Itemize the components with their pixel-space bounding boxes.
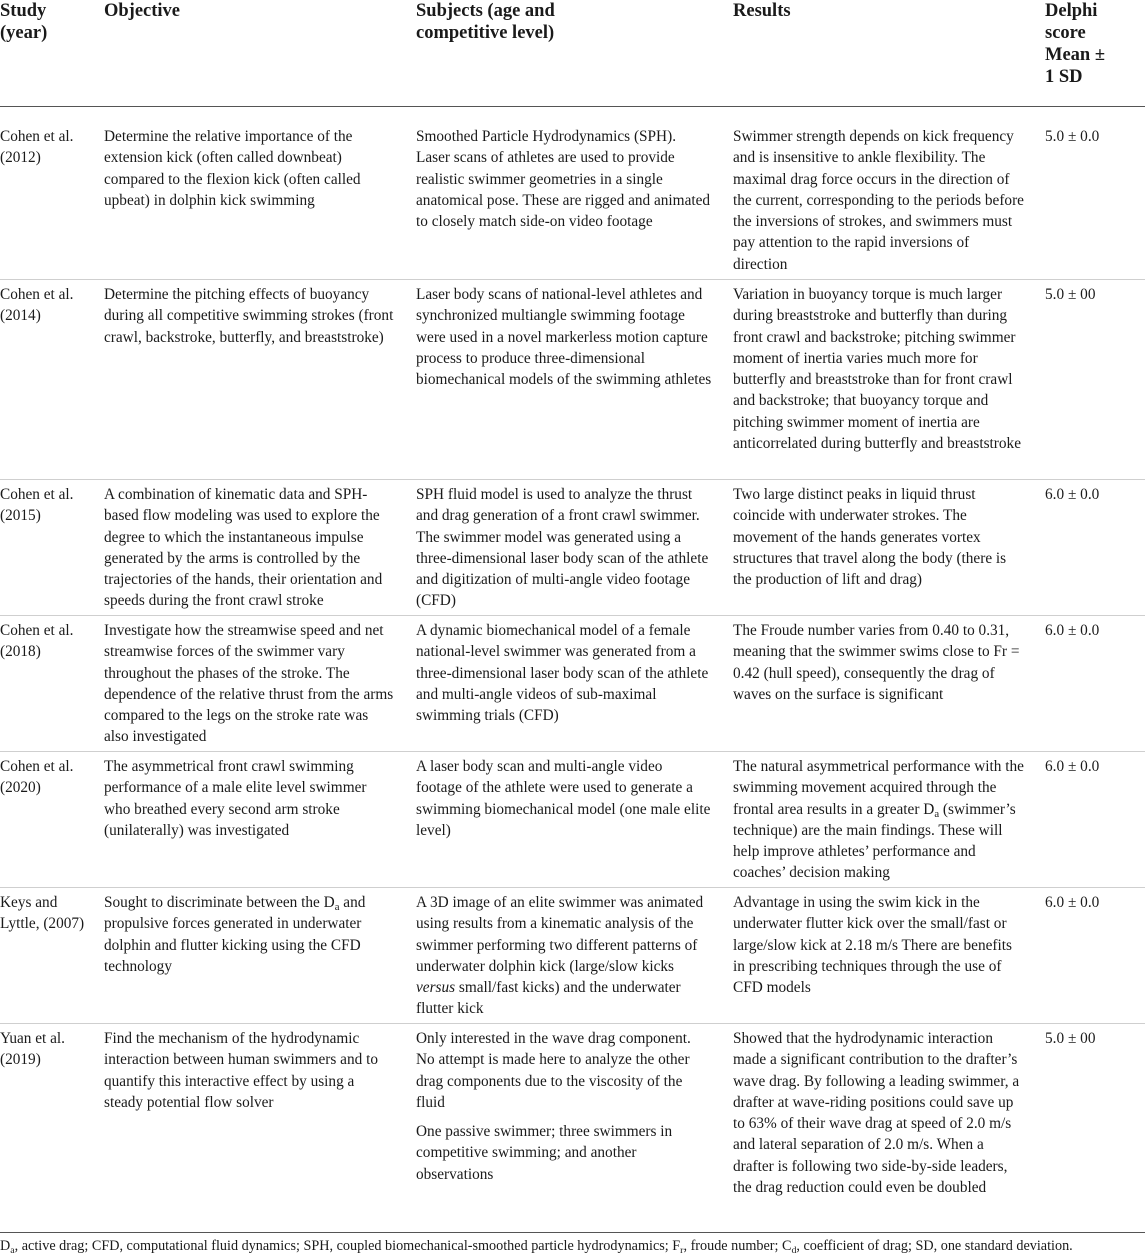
subjects-emphasis: versus xyxy=(416,979,456,997)
cell-study: Cohen et al. (2020) xyxy=(0,758,74,797)
footnote-text-2: , froude number; C xyxy=(683,1238,792,1254)
cell-delphi: 5.0 ± 00 xyxy=(1045,286,1096,303)
subjects-paragraph-2: One passive swimmer; three swimmers in competitive swimming; and another observations xyxy=(416,1123,673,1183)
cell-study: Cohen et al. (2015) xyxy=(0,486,74,525)
cell-delphi: 6.0 ± 0.0 xyxy=(1045,758,1100,775)
header-study: Study (year) xyxy=(0,1,48,43)
cell-subjects: Laser body scans of national-level athletes and synchronized multiangle swimming footage were used in a novel markerless motion capture process to produce three-dimensional biomechanical models of the swimming athletes xyxy=(416,286,712,389)
cell-objective: A combination of kinematic data and SPH-based flow modeling was used to explore the degree to which the instantaneous impulse generated by the arms is controlled by the trajectories of the hands, their orientation and speeds during the front crawl stroke xyxy=(104,486,383,610)
footnote-cd-sub: d xyxy=(791,1245,797,1256)
table-row xyxy=(0,484,1145,616)
header-rule xyxy=(0,106,1145,107)
header-subjects: Subjects (age and competitive level) xyxy=(416,1,555,43)
cell-study: Cohen et al. (2018) xyxy=(0,622,74,661)
header-objective: Objective xyxy=(104,1,181,21)
cell-objective: Determine the relative importance of the extension kick (often called downbeat) compared to the flexion kick (often called upbeat) in dolphin kick swimming xyxy=(104,128,361,209)
table-row xyxy=(0,620,1145,752)
objective-text-a: Sought to discriminate between the D xyxy=(104,894,335,911)
objective-subscript: a xyxy=(334,901,340,913)
table-row xyxy=(0,126,1145,280)
cell-objective: Investigate how the streamwise speed and net streamwise forces of the swimmer vary throughout the phases of the stroke. The dependence of the relative thrust from the arms compared to the legs on the stroke rate was also investigated xyxy=(104,622,394,746)
subjects-text-a: A 3D image of an elite swimmer was animated using results from a kinematic analysis of the swimmer performing two different patterns of underwater dolphin kick (large/slow kicks xyxy=(416,894,704,975)
cell-delphi: 5.0 ± 0.0 xyxy=(1045,128,1100,145)
cell-delphi: 5.0 ± 00 xyxy=(1045,1030,1096,1047)
cell-subjects: SPH fluid model is used to analyze the thrust and drag generation of a front crawl swimmer. The swimmer model was generated using a three-dimensional laser body scan of the athlete and digitization of multi-angle video footage (CFD) xyxy=(416,486,709,610)
cell-results: Advantage in using the swim kick in the underwater flutter kick over the small/fast or large/slow kick at 2.18 m/s There are benefits in prescribing techniques through the use of CFD models xyxy=(733,894,1012,997)
footnote-fr-sub: r xyxy=(680,1245,684,1256)
table-header xyxy=(0,0,1145,106)
cell-study: Cohen et al. (2014) xyxy=(0,286,74,325)
cell-results: The Froude number varies from 0.40 to 0.31, meaning that the swimmer swims close to Fr = 0.42 (hull speed), consequently the drag of waves on the surface is significant xyxy=(733,622,1020,703)
cell-subjects xyxy=(416,892,712,1020)
cell-results: Swimmer strength depends on kick frequency and is insensitive to ankle flexibility. The maximal drag force occurs in the direction of the current, corresponding to the periods before the inversions of strokes, and swimmers must pay attention to the rapid inversions of direction xyxy=(733,128,1024,273)
footnote-da: D xyxy=(0,1238,11,1254)
cell-study: Cohen et al. (2012) xyxy=(0,128,74,167)
table-row xyxy=(0,756,1145,888)
header-delphi: Delphi score Mean ± 1 SD xyxy=(1045,1,1105,87)
cell-objective xyxy=(104,892,396,977)
footnote-text-3: , coefficient of drag; SD, one standard deviation. xyxy=(796,1238,1073,1254)
cell-study: Keys and Lyttle, (2007) xyxy=(0,894,85,933)
header-results: Results xyxy=(733,1,791,21)
results-subscript: a xyxy=(934,807,940,820)
cell-objective: The asymmetrical front crawl swimming performance of a male elite level swimmer who breathed every second arm stroke (unilaterally) was investigated xyxy=(104,758,367,839)
cell-results: Two large distinct peaks in liquid thrust coincide with underwater strokes. The movement of the hands generates vortex structures that travel along the body (there is the production of lift and drag) xyxy=(733,486,1007,589)
cell-results: Showed that the hydrodynamic interaction made a significant contribution to the drafter’s wave drag. By following a leading swimmer, a drafter at wave-riding positions could save up to 63% of their wave drag at speed of 2.0 m/s and lateral separation of 2.0 m/s. When a drafter is following two side-by-side leaders, the drag reduction could even be doubled xyxy=(733,1030,1020,1197)
bottom-rule xyxy=(0,1232,1145,1233)
cell-study: Yuan et al. (2019) xyxy=(0,1030,65,1069)
footnote-da-sub: a xyxy=(10,1245,15,1256)
subjects-text-b: small/fast kicks) and the underwater flutter kick xyxy=(416,979,681,1018)
objective-text-b: and propulsive forces generated in underwater dolphin and flutter kicking using the CFD technology xyxy=(104,894,366,975)
cell-delphi: 6.0 ± 0.0 xyxy=(1045,622,1100,639)
cell-results: Variation in buoyancy torque is much larger during breaststroke and butterfly than during front crawl and backstroke; pitching swimmer moment of inertia varies much more for butterfly and breaststroke than for front crawl and backstroke; that buoyancy torque and pitching swimmer moment of inertia are anticorrelated during butterfly and breaststroke xyxy=(733,286,1021,453)
cell-delphi: 6.0 ± 0.0 xyxy=(1045,894,1100,911)
subjects-paragraph-1: Only interested in the wave drag component. No attempt is made here to analyze the other drag components due to the viscosity of the fluid xyxy=(416,1030,691,1111)
cell-subjects xyxy=(416,1028,712,1185)
cell-objective: Find the mechanism of the hydrodynamic interaction between human swimmers and to quantify this interactive effect by using a steady potential flow solver xyxy=(104,1030,378,1111)
table-row xyxy=(0,892,1145,1024)
cell-results xyxy=(733,756,1027,884)
cell-delphi: 6.0 ± 0.0 xyxy=(1045,486,1100,503)
cell-subjects: A laser body scan and multi-angle video footage of the athlete were used to generate a swimming biomechanical model (one male elite level) xyxy=(416,758,711,839)
results-text-b: (swimmer’s technique) are the main findings. These will help improve athletes’ performance and coaches’ decision making xyxy=(733,800,1016,882)
table-footnote xyxy=(0,1236,1145,1256)
table-row xyxy=(0,1028,1145,1223)
cell-objective: Determine the pitching effects of buoyancy during all competitive swimming strokes (front crawl, backstroke, butterfly, and breaststroke) xyxy=(104,286,394,346)
cell-subjects: A dynamic biomechanical model of a female national-level swimmer was generated from a three-dimensional laser body scan of the athlete and multi-angle videos of sub-maximal swimming trials (CFD) xyxy=(416,622,709,725)
results-text-a: The natural asymmetrical performance with the swimming movement acquired through the frontal area results in a greater D xyxy=(733,758,1024,818)
cell-subjects: Smoothed Particle Hydrodynamics (SPH). Laser scans of athletes are used to provide realistic swimmer geometries in a single anatomical pose. These are rigged and animated to closely match side-on video footage xyxy=(416,128,711,231)
footnote-text-1: , active drag; CFD, computational fluid dynamics; SPH, coupled biomechanical-smoothed particle hydrodynamics; F xyxy=(14,1238,681,1254)
table-row xyxy=(0,284,1145,480)
